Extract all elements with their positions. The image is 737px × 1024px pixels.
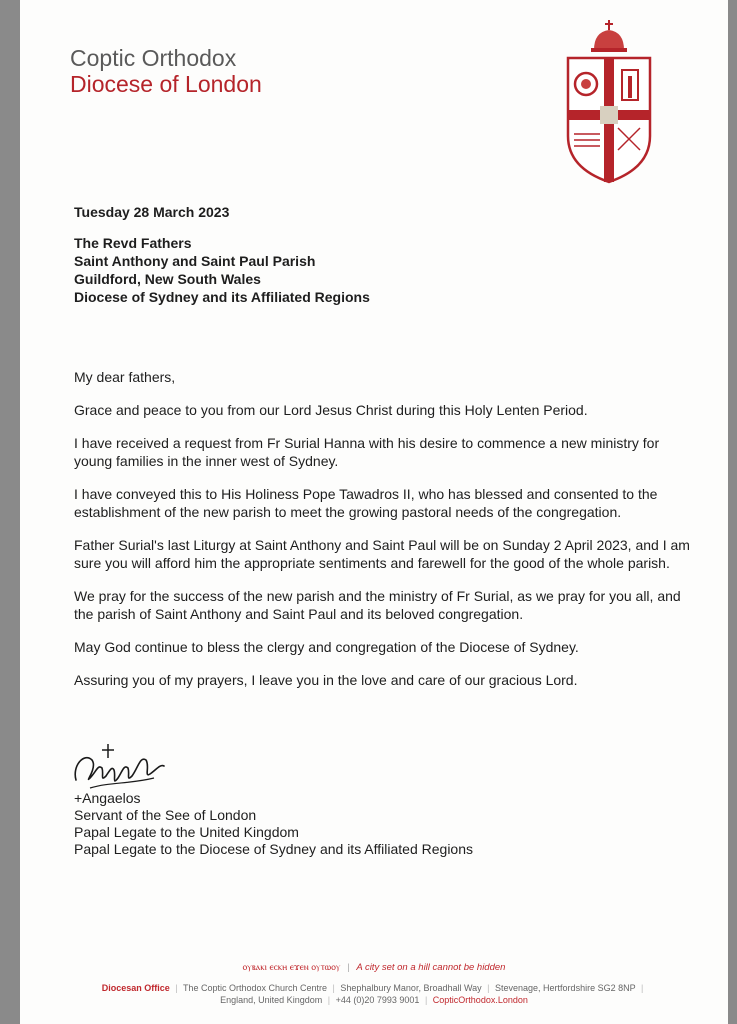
paragraph: Assuring you of my prayers, I leave you in the love and care of our gracious Lord. bbox=[74, 672, 578, 688]
footer-country: England, United Kingdom bbox=[220, 995, 323, 1005]
recipient-line: The Revd Fathers bbox=[74, 235, 192, 251]
footer-phone: +44 (0)20 7993 9001 bbox=[335, 995, 420, 1005]
salutation: My dear fathers, bbox=[74, 369, 176, 385]
address-part: Shephalbury Manor, Broadhall Way bbox=[340, 983, 482, 993]
footer-website-link[interactable]: CopticOrthodox.London bbox=[432, 995, 528, 1005]
separator: | bbox=[487, 983, 490, 993]
letter-body bbox=[74, 368, 694, 704]
paragraph: I have received a request from Fr Surial Hanna with his desire to commence a new ministry for young families in the inner west of Sydney. bbox=[74, 435, 660, 469]
recipient-line: Guildford, New South Wales bbox=[74, 271, 261, 287]
letter-page bbox=[20, 0, 728, 1024]
letter-header bbox=[74, 203, 694, 306]
letter-date: Tuesday 28 March 2023 bbox=[74, 204, 230, 220]
signer-name: +Angaelos bbox=[74, 790, 141, 806]
footer-motto-line bbox=[20, 962, 728, 973]
handwritten-signature bbox=[70, 738, 170, 794]
separator: | bbox=[640, 983, 644, 993]
separator: | bbox=[332, 983, 335, 993]
diocese-crest-icon bbox=[560, 18, 660, 186]
recipient-line: Diocese of Sydney and its Affiliated Regions bbox=[74, 289, 370, 305]
separator: | bbox=[424, 995, 428, 1005]
coptic-inscription: ⲟⲩⲃⲁⲕⲓ ⲉⲥⲕⲏ ⲉϫⲉⲛ ⲟⲩⲧⲱⲟⲩ bbox=[242, 962, 341, 973]
footer-contact-line bbox=[20, 995, 728, 1005]
separator: | bbox=[347, 962, 350, 973]
letterhead-line2: Diocese of London bbox=[70, 71, 262, 97]
separator: | bbox=[175, 983, 178, 993]
signer-title: Papal Legate to the Diocese of Sydney and its Affiliated Regions bbox=[74, 841, 474, 857]
paragraph: I have conveyed this to His Holiness Pope Tawadros II, who has blessed and consented to the establishment of the new parish to meet the growing pastoral needs of the congregation. bbox=[74, 486, 658, 520]
address-part: Stevenage, Hertfordshire SG2 8NP bbox=[495, 983, 636, 993]
signer-title: Servant of the See of London bbox=[74, 807, 257, 823]
paragraph: May God continue to bless the clergy and congregation of the Diocese of Sydney. bbox=[74, 639, 579, 655]
recipient-line: Saint Anthony and Saint Paul Parish bbox=[74, 253, 316, 269]
paragraph: Father Surial's last Liturgy at Saint Anthony and Saint Paul will be on Sunday 2 April 2023, and I am sure you will afford him the appropriate sentiments and farewell for the good of the whole parish. bbox=[74, 537, 690, 571]
footer-motto: A city set on a hill cannot be hidden bbox=[356, 962, 506, 973]
paragraph: We pray for the success of the new parish and the ministry of Fr Surial, as we pray for you all, and the parish of Saint Anthony and Saint Paul and its beloved congregation. bbox=[74, 588, 681, 622]
signature-block bbox=[74, 790, 473, 858]
letterhead-line1: Coptic Orthodox bbox=[70, 45, 237, 71]
signer-title: Papal Legate to the United Kingdom bbox=[74, 824, 299, 840]
office-label: Diocesan Office bbox=[101, 983, 170, 993]
paragraph: Grace and peace to you from our Lord Jesus Christ during this Holy Lenten Period. bbox=[74, 402, 588, 418]
recipient-address bbox=[74, 234, 694, 306]
separator: | bbox=[327, 995, 331, 1005]
address-part: The Coptic Orthodox Church Centre bbox=[182, 983, 328, 993]
letterhead-brand bbox=[70, 45, 262, 97]
footer-address-line bbox=[20, 983, 728, 993]
